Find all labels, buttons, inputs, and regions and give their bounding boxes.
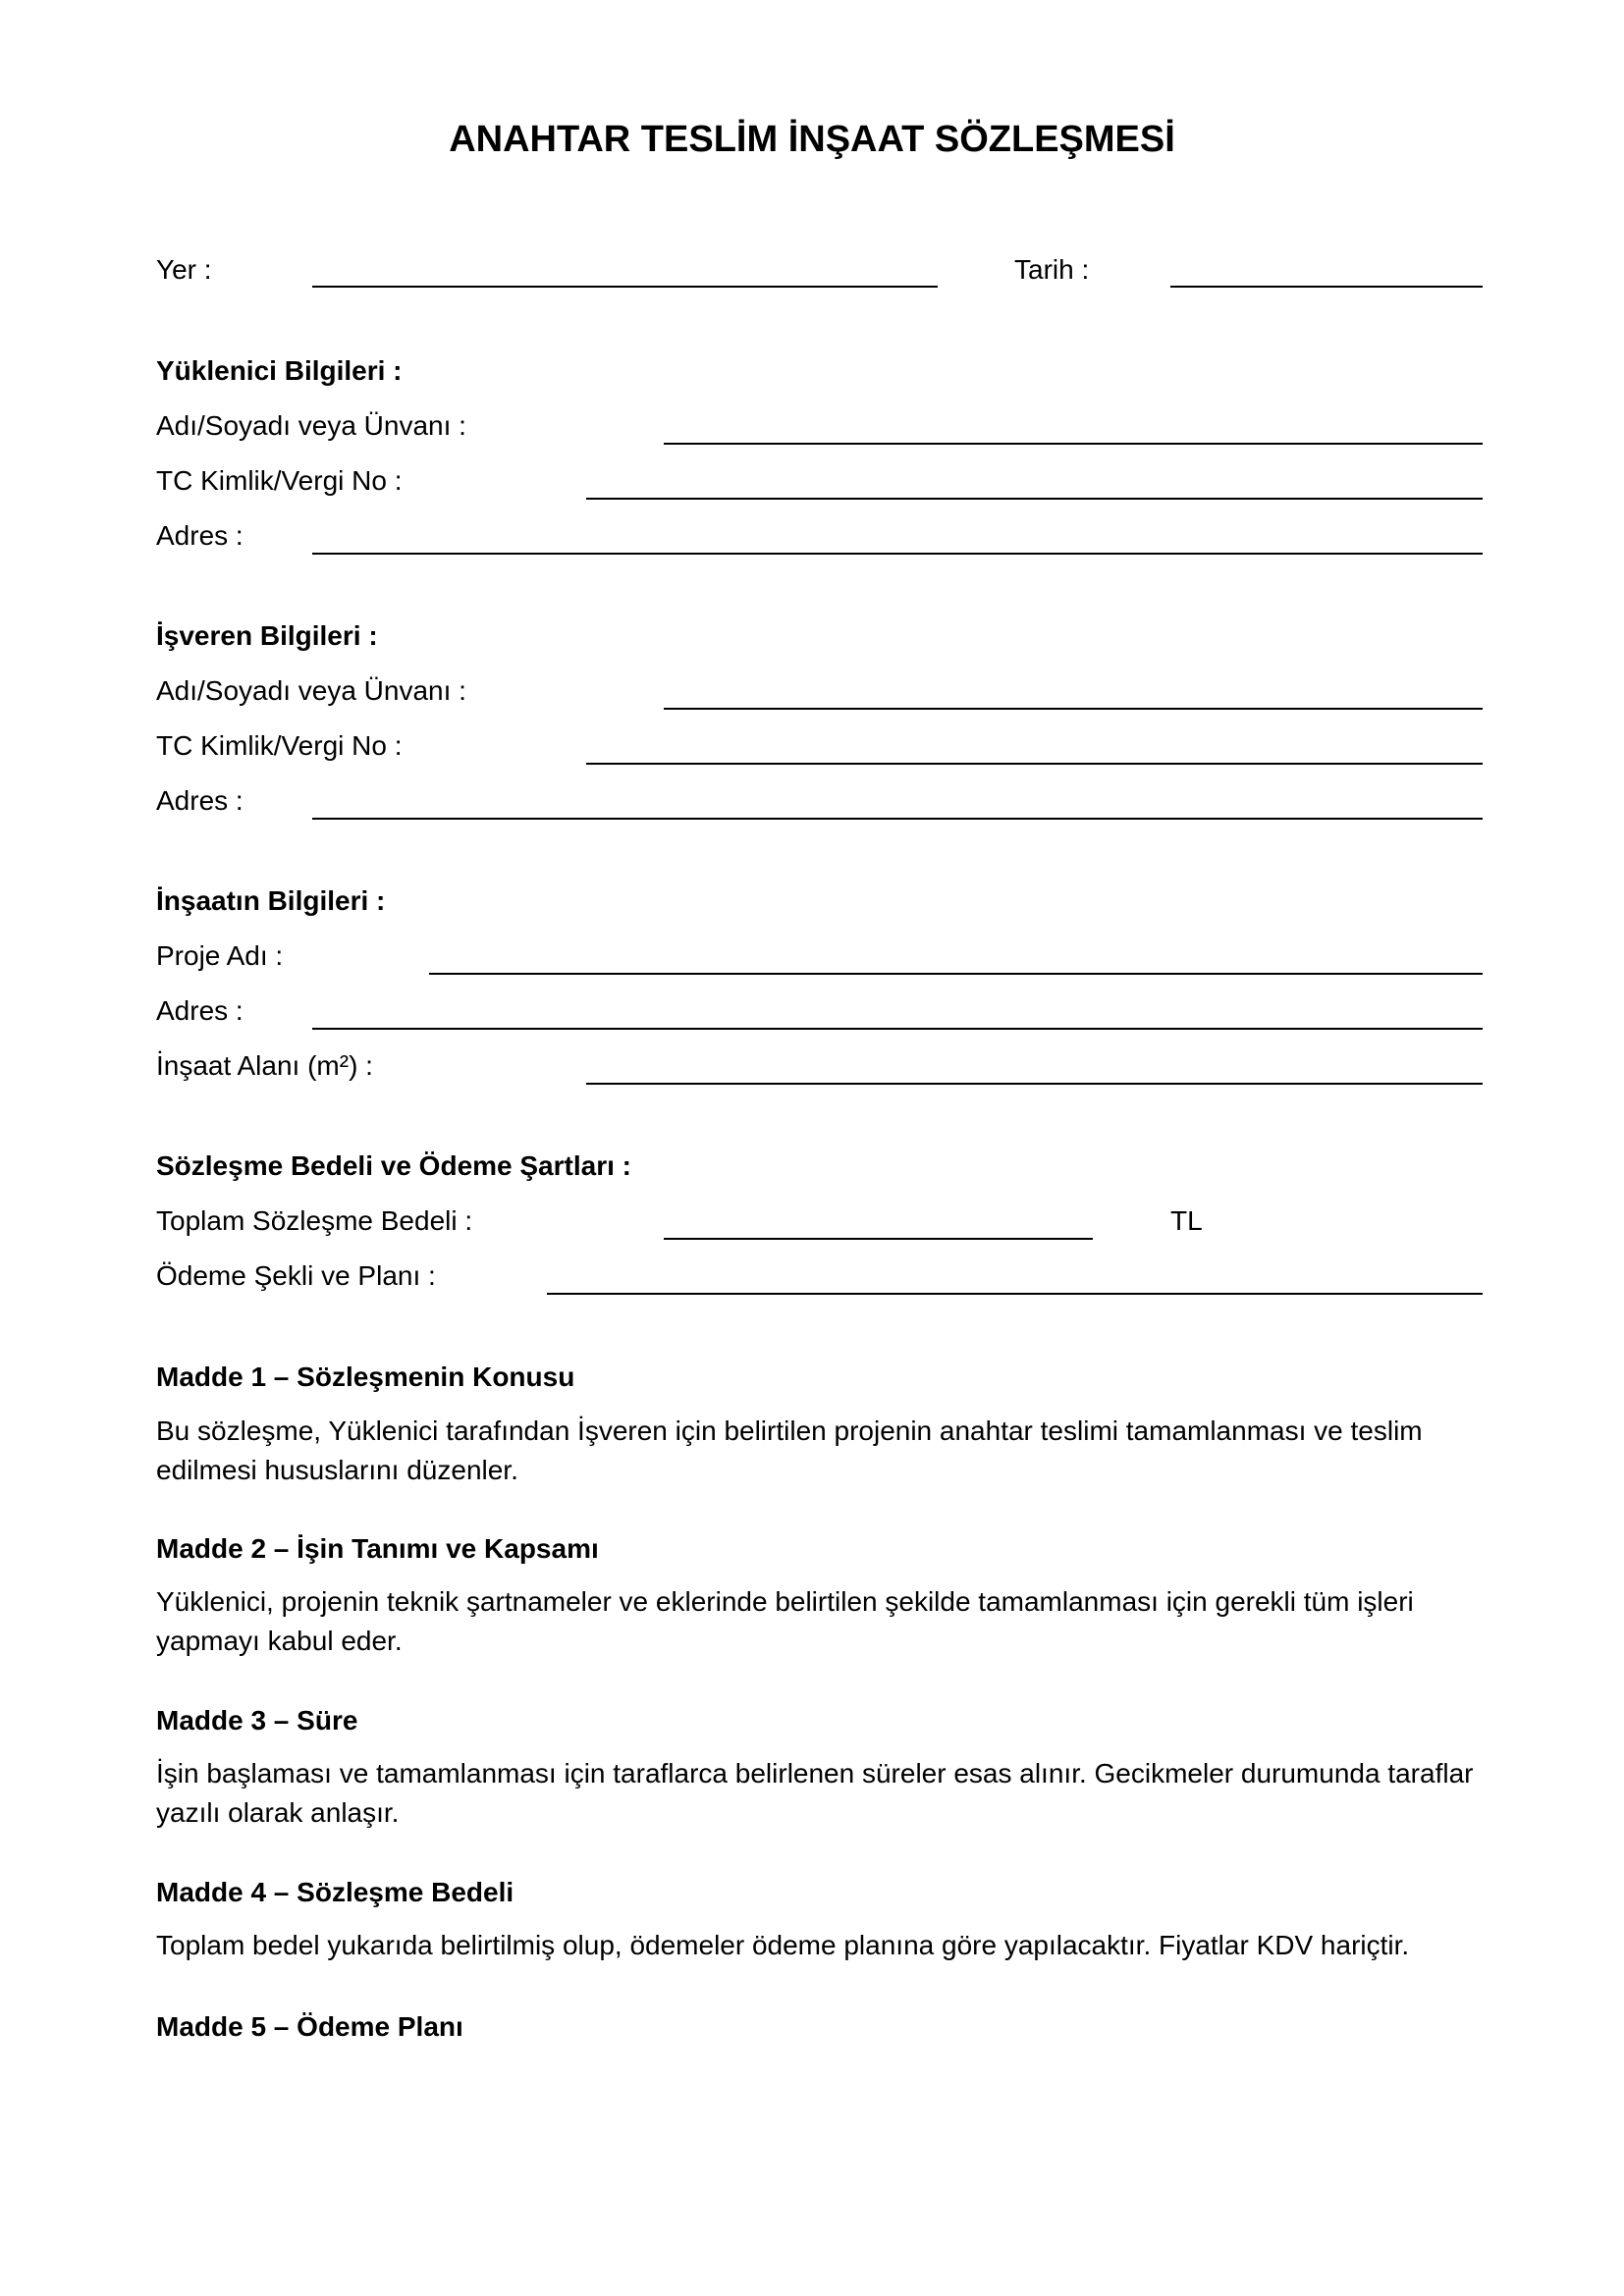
project-name-field[interactable]	[429, 973, 1483, 975]
total-price-field[interactable]	[664, 1238, 1093, 1240]
contractor-id-label: TC Kimlik/Vergi No :	[156, 465, 403, 496]
contractor-heading: Yüklenici Bilgileri :	[156, 355, 403, 386]
article-3-text: İşin başlaması ve tamamlanması için taraflarca belirlenen süreler esas alınır. Gecikmeler durumunda taraflar yazılı olarak anlaşır.	[156, 1758, 1474, 1828]
article-2-text: Yüklenici, projenin teknik şartnameler ve eklerinde belirtilen şekilde tamamlanması için gerekli tüm işleri yapmayı kabul eder.	[156, 1586, 1414, 1656]
article-4-text: Toplam bedel yukarıda belirtilmiş olup, ödemeler ödeme planına göre yapılacaktır. Fiyatlar KDV hariçtir.	[156, 1930, 1410, 1960]
document-title: ANAHTAR TESLİM İNŞAAT SÖZLEŞMESİ	[449, 119, 1175, 160]
place-field[interactable]	[312, 286, 938, 288]
currency-label: TL	[1170, 1205, 1203, 1236]
payment-plan-label: Ödeme Şekli ve Planı :	[156, 1260, 436, 1291]
article-4-heading: Madde 4 – Sözleşme Bedeli	[156, 1877, 514, 1907]
article-3-heading: Madde 3 – Süre	[156, 1705, 358, 1735]
article-5-heading: Madde 5 – Ödeme Planı	[156, 2011, 463, 2042]
contractor-name-label: Adı/Soyadı veya Ünvanı :	[156, 410, 466, 441]
date-label: Tarih :	[1014, 254, 1090, 285]
contractor-id-field[interactable]	[586, 498, 1483, 500]
construction-address-field[interactable]	[312, 1028, 1483, 1030]
employer-id-field[interactable]	[586, 763, 1483, 765]
date-field[interactable]	[1170, 286, 1483, 288]
total-price-label: Toplam Sözleşme Bedeli :	[156, 1205, 473, 1236]
employer-id-label: TC Kimlik/Vergi No :	[156, 730, 403, 761]
project-name-label: Proje Adı :	[156, 940, 284, 971]
payment-plan-field[interactable]	[547, 1293, 1483, 1295]
employer-name-label: Adı/Soyadı veya Ünvanı :	[156, 675, 466, 706]
place-label: Yer :	[156, 254, 212, 285]
contractor-name-field[interactable]	[664, 443, 1483, 445]
employer-name-field[interactable]	[664, 708, 1483, 710]
construction-area-field[interactable]	[586, 1083, 1483, 1085]
construction-heading: İnşaatın Bilgileri :	[156, 885, 386, 916]
employer-heading: İşveren Bilgileri :	[156, 620, 378, 651]
payment-heading: Sözleşme Bedeli ve Ödeme Şartları :	[156, 1150, 631, 1181]
article-2-heading: Madde 2 – İşin Tanımı ve Kapsamı	[156, 1533, 599, 1564]
article-1-heading: Madde 1 – Sözleşmenin Konusu	[156, 1362, 575, 1392]
contractor-address-field[interactable]	[312, 553, 1483, 555]
employer-address-label: Adres :	[156, 785, 244, 816]
construction-area-label: İnşaat Alanı (m²) :	[156, 1050, 373, 1081]
article-1-text: Bu sözleşme, Yüklenici tarafından İşveren için belirtilen projenin anahtar teslimi tamamlanması ve teslim edilmesi hususlarını düzenler.	[156, 1415, 1423, 1485]
construction-address-label: Adres :	[156, 995, 244, 1026]
contractor-address-label: Adres :	[156, 520, 244, 551]
employer-address-field[interactable]	[312, 818, 1483, 820]
